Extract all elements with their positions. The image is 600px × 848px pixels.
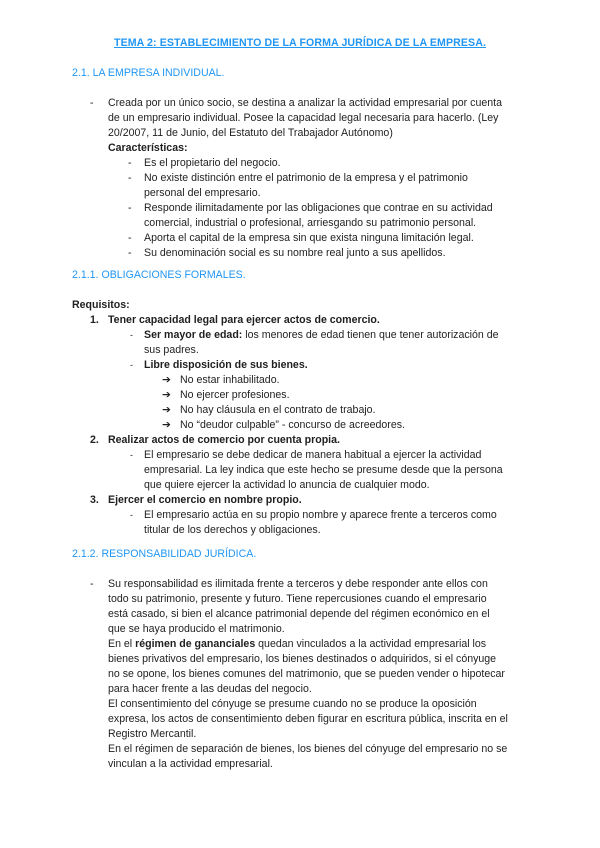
paragraph-line: no se opone, los bienes comunes del matrimonio, que se pueden vender o hipotecar — [108, 668, 505, 680]
characteristic-line: comercial, industrial o profesional, arriesgando su patrimonio personal. — [144, 217, 477, 229]
characteristic-line: personal del empresario. — [144, 187, 261, 199]
sub-line: los menores de edad tienen que tener autorización de — [242, 329, 499, 341]
dash-marker: - — [90, 578, 94, 590]
dash-marker: - — [128, 172, 132, 184]
section-responsabilidad — [72, 577, 532, 772]
requirement-title: Ejercer el comercio en nombre propio. — [108, 494, 302, 506]
list-item — [72, 96, 532, 156]
paragraph-line: Su responsabilidad es ilimitada frente a terceros y debe responder ante ellos con — [108, 578, 488, 590]
dash-marker: - — [128, 202, 132, 214]
arrow-icon: ➔ — [162, 404, 171, 416]
list-item — [72, 246, 532, 261]
list-item — [72, 373, 532, 388]
dash-marker: - — [128, 157, 132, 169]
arrow-icon: ➔ — [162, 374, 171, 386]
arrow-line: No ejercer profesiones. — [180, 389, 290, 401]
list-item — [72, 328, 532, 358]
paragraph-line: El consentimiento del cónyuge se presume cuando no se produce la oposición — [108, 698, 477, 710]
list-item — [72, 577, 532, 772]
sub-line: empresarial. La ley indica que este hecho se presume desde que la persona — [144, 464, 503, 476]
requirement-title: Tener capacidad legal para ejercer actos de comercio. — [108, 314, 380, 326]
paragraph-line: 20/2007, 11 de Junio, del Estatuto del Trabajador Autónomo) — [108, 127, 393, 139]
dash-marker: - — [128, 232, 132, 244]
arrow-line: No “deudor culpable” - concurso de acreedores. — [180, 419, 405, 431]
paragraph-line: que se haya producido el matrimonio. — [108, 623, 285, 635]
section-obligaciones — [72, 298, 532, 538]
section-heading-empresa-individual: 2.1. LA EMPRESA INDIVIDUAL. — [72, 67, 225, 79]
arrow-icon: ➔ — [162, 389, 171, 401]
requirement-title: Realizar actos de comercio por cuenta propia. — [108, 434, 340, 446]
paragraph-line: para hacer frente a las deudas del negocio. — [108, 683, 312, 695]
sub-line: sus padres. — [144, 344, 199, 356]
paragraph-line: expresa, los actos de consentimiento deben figurar en escritura pública, inscrita en el — [108, 713, 508, 725]
sub-label: Ser mayor de edad: — [144, 329, 243, 341]
sub-line: El empresario actúa en su propio nombre y aparece frente a terceros como — [144, 509, 497, 521]
list-item — [72, 388, 532, 403]
dash-marker: - — [130, 450, 133, 460]
numbered-item — [72, 433, 532, 448]
list-item — [72, 448, 532, 493]
list-item — [72, 403, 532, 418]
list-item — [72, 231, 532, 246]
sub-label: Libre disposición de sus bienes. — [144, 359, 308, 371]
characteristic-line: No existe distinción entre el patrimonio de la empresa y el patrimonio — [144, 172, 468, 184]
paragraph-text: En el — [108, 638, 136, 650]
paragraph-line: vinculan a la actividad empresarial. — [108, 758, 273, 770]
characteristic-line: Su denominación social es su nombre real junto a sus apellidos. — [144, 247, 446, 259]
paragraph-line: de un empresario individual. Posee la capacidad legal necesaria para hacerlo. (Ley — [108, 112, 499, 124]
characteristic-line: Es el propietario del negocio. — [144, 157, 281, 169]
paragraph-line: Creada por un único socio, se destina a analizar la actividad empresarial por cuenta — [108, 97, 502, 109]
dash-marker: - — [90, 97, 94, 109]
sub-line: El empresario se debe dedicar de manera habitual a ejercer la actividad — [144, 449, 482, 461]
paragraph-line: Registro Mercantil. — [108, 728, 197, 740]
characteristic-line: Responde ilimitadamente por las obligaciones que contrae en su actividad — [144, 202, 493, 214]
paragraph-line: bienes privativos del empresario, los bienes destinados o adquiridos, si el cónyuge — [108, 653, 497, 665]
paragraph-line: está casado, si bien el alcance patrimonial depende del régimen económico en el — [108, 608, 490, 620]
dash-marker: - — [130, 510, 133, 520]
sub-line: que quiere ejercer la actividad lo anuncia de cualquier modo. — [144, 479, 430, 491]
arrow-line: No hay cláusula en el contrato de trabajo. — [180, 404, 376, 416]
arrow-icon: ➔ — [162, 419, 171, 431]
list-item — [72, 358, 532, 373]
list-item — [72, 508, 532, 538]
arrow-line: No estar inhabilitado. — [180, 374, 280, 386]
number-marker: 2. — [90, 434, 99, 446]
characteristics-label: Características: — [108, 142, 188, 154]
list-item — [72, 171, 532, 201]
paragraph-line: En el régimen de separación de bienes, los bienes del cónyuge del empresario no se — [108, 743, 508, 755]
page-title: TEMA 2: ESTABLECIMIENTO DE LA FORMA JURÍDICA DE LA EMPRESA. — [114, 37, 486, 49]
dash-marker: - — [130, 330, 133, 340]
number-marker: 1. — [90, 314, 99, 326]
numbered-item — [72, 313, 532, 328]
numbered-item — [72, 493, 532, 508]
section-heading-obligaciones: 2.1.1. OBLIGACIONES FORMALES. — [72, 269, 246, 281]
dash-marker: - — [128, 247, 132, 259]
list-item — [72, 201, 532, 231]
list-item — [72, 418, 532, 433]
paragraph-line: todo su patrimonio, presente y futuro. Tiene repercusiones cuando el empresario — [108, 593, 487, 605]
requirements-label: Requisitos: — [72, 299, 130, 311]
dash-marker: - — [130, 360, 133, 370]
section-heading-responsabilidad: 2.1.2. RESPONSABILIDAD JURÍDICA. — [72, 548, 257, 560]
paragraph-text: quedan vinculados a la actividad empresarial los — [255, 638, 487, 650]
number-marker: 3. — [90, 494, 99, 506]
sub-line: titular de los derechos y obligaciones. — [144, 524, 321, 536]
section-empresa-individual — [72, 96, 532, 261]
emphasis-text: régimen de gananciales — [135, 638, 256, 650]
characteristic-line: Aporta el capital de la empresa sin que exista ninguna limitación legal. — [144, 232, 474, 244]
list-item — [72, 156, 532, 171]
